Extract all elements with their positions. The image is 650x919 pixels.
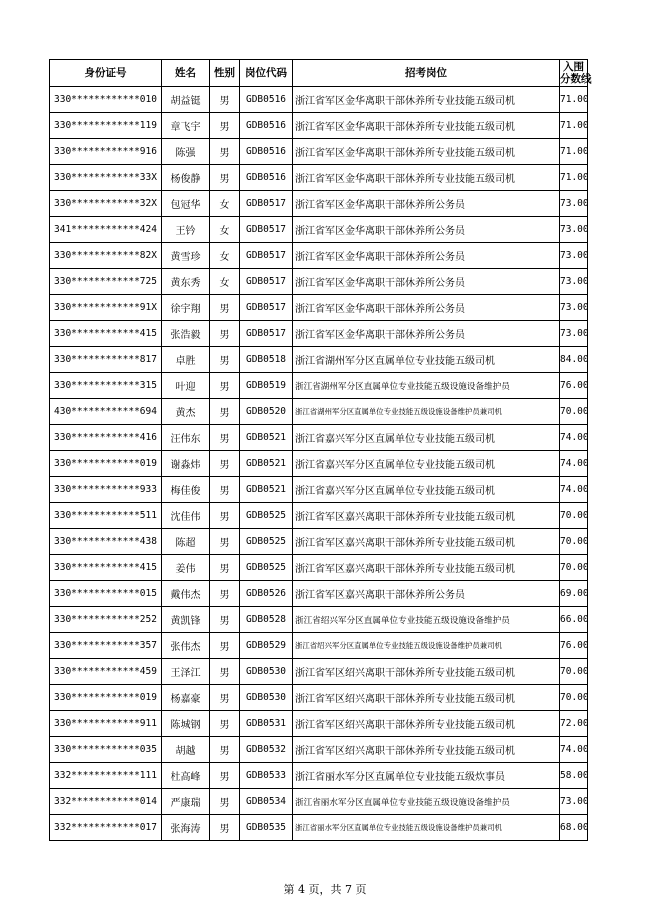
cell-position: 浙江省军区金华离职干部休养所专业技能五级司机: [293, 139, 560, 165]
header-position: 招考岗位: [293, 60, 560, 87]
cell-id: 430************694: [50, 399, 162, 425]
cell-name: 章飞宇: [162, 113, 210, 139]
cell-sex: 男: [210, 529, 240, 555]
cell-position: 浙江省嘉兴军分区直属单位专业技能五级司机: [293, 451, 560, 477]
cell-name: 杨嘉豪: [162, 685, 210, 711]
cell-code: GDB0521: [240, 451, 293, 477]
table-row: [50, 529, 588, 555]
cell-position: 浙江省军区金华离职干部休养所专业技能五级司机: [293, 165, 560, 191]
cell-position: 浙江省军区绍兴离职干部休养所专业技能五级司机: [293, 711, 560, 737]
cell-position: 浙江省湖州军分区直属单位专业技能五级设施设备维护员兼司机: [293, 399, 560, 425]
table-row: [50, 113, 588, 139]
cell-score: 84.00: [560, 347, 588, 373]
cell-score: 73.00: [560, 789, 588, 815]
cell-sex: 男: [210, 295, 240, 321]
table-row: [50, 737, 588, 763]
header-id: 身份证号: [50, 60, 162, 87]
cell-id: 330************438: [50, 529, 162, 555]
cell-id: 330************33X: [50, 165, 162, 191]
table-row: [50, 191, 588, 217]
cell-code: GDB0529: [240, 633, 293, 659]
cell-code: GDB0530: [240, 685, 293, 711]
cell-code: GDB0517: [240, 269, 293, 295]
table-row: [50, 581, 588, 607]
cell-score: 76.00: [560, 633, 588, 659]
cell-code: GDB0535: [240, 815, 293, 841]
cell-name: 陈超: [162, 529, 210, 555]
cell-score: 58.00: [560, 763, 588, 789]
table-row: [50, 685, 588, 711]
cell-position: 浙江省军区嘉兴离职干部休养所专业技能五级司机: [293, 555, 560, 581]
cell-score: 73.00: [560, 217, 588, 243]
cell-id: 330************82X: [50, 243, 162, 269]
cell-name: 杜高峰: [162, 763, 210, 789]
cell-id: 330************91X: [50, 295, 162, 321]
cell-position: 浙江省军区金华离职干部休养所公务员: [293, 191, 560, 217]
cell-score: 70.00: [560, 399, 588, 425]
cell-name: 梅佳俊: [162, 477, 210, 503]
cell-sex: 男: [210, 789, 240, 815]
table-row: [50, 815, 588, 841]
cell-sex: 男: [210, 451, 240, 477]
header-code: 岗位代码: [240, 60, 293, 87]
cell-id: 332************111: [50, 763, 162, 789]
cell-id: 330************019: [50, 685, 162, 711]
cell-sex: 男: [210, 321, 240, 347]
cell-position: 浙江省军区金华离职干部休养所公务员: [293, 243, 560, 269]
cell-name: 黄雪珍: [162, 243, 210, 269]
cell-position: 浙江省湖州军分区直属单位专业技能五级司机: [293, 347, 560, 373]
cell-name: 黄凯锋: [162, 607, 210, 633]
cell-name: 张海涛: [162, 815, 210, 841]
cell-score: 71.00: [560, 113, 588, 139]
cell-position: 浙江省军区金华离职干部休养所公务员: [293, 321, 560, 347]
cell-code: GDB0517: [240, 191, 293, 217]
cell-sex: 男: [210, 607, 240, 633]
cell-position: 浙江省军区金华离职干部休养所公务员: [293, 295, 560, 321]
cell-id: 330************916: [50, 139, 162, 165]
cell-name: 杨俊静: [162, 165, 210, 191]
cell-name: 沈佳伟: [162, 503, 210, 529]
cell-name: 姜伟: [162, 555, 210, 581]
cell-id: 330************119: [50, 113, 162, 139]
cell-id: 330************415: [50, 321, 162, 347]
cell-id: 330************911: [50, 711, 162, 737]
cell-score: 76.00: [560, 373, 588, 399]
cell-sex: 男: [210, 659, 240, 685]
cell-position: 浙江省丽水军分区直属单位专业技能五级设施设备维护员: [293, 789, 560, 815]
cell-code: GDB0528: [240, 607, 293, 633]
candidate-table: [49, 59, 592, 841]
header-sex: 性别: [210, 60, 240, 87]
table-row: [50, 789, 588, 815]
cell-name: 胡益铤: [162, 87, 210, 113]
cell-name: 王泽江: [162, 659, 210, 685]
cell-score: 73.00: [560, 321, 588, 347]
cell-sex: 男: [210, 347, 240, 373]
header-row: [50, 60, 588, 87]
cell-code: GDB0519: [240, 373, 293, 399]
table-row: [50, 633, 588, 659]
cell-score: 71.00: [560, 139, 588, 165]
cell-score: 74.00: [560, 451, 588, 477]
cell-score: 73.00: [560, 243, 588, 269]
cell-score: 71.00: [560, 87, 588, 113]
cell-score: 73.00: [560, 191, 588, 217]
cell-position: 浙江省军区绍兴离职干部休养所专业技能五级司机: [293, 685, 560, 711]
cell-sex: 男: [210, 685, 240, 711]
cell-code: GDB0517: [240, 217, 293, 243]
table-row: [50, 165, 588, 191]
cell-name: 陈强: [162, 139, 210, 165]
cell-score: 70.00: [560, 503, 588, 529]
cell-score: 74.00: [560, 737, 588, 763]
cell-id: 330************416: [50, 425, 162, 451]
table-row: [50, 243, 588, 269]
cell-code: GDB0516: [240, 87, 293, 113]
cell-score: 69.00: [560, 581, 588, 607]
table-row: [50, 347, 588, 373]
cell-name: 徐宇翔: [162, 295, 210, 321]
cell-id: 330************010: [50, 87, 162, 113]
cell-sex: 女: [210, 191, 240, 217]
cell-position: 浙江省军区绍兴离职干部休养所专业技能五级司机: [293, 659, 560, 685]
cell-score: 73.00: [560, 269, 588, 295]
cell-name: 黄杰: [162, 399, 210, 425]
cell-id: 341************424: [50, 217, 162, 243]
cell-position: 浙江省军区嘉兴离职干部休养所专业技能五级司机: [293, 503, 560, 529]
cell-code: GDB0531: [240, 711, 293, 737]
cell-code: GDB0517: [240, 295, 293, 321]
cell-name: 黄东秀: [162, 269, 210, 295]
cell-id: 330************015: [50, 581, 162, 607]
table-row: [50, 555, 588, 581]
cell-score: 71.00: [560, 165, 588, 191]
table-row: [50, 269, 588, 295]
cell-name: 叶迎: [162, 373, 210, 399]
cell-score: 68.00: [560, 815, 588, 841]
cell-position: 浙江省军区金华离职干部休养所专业技能五级司机: [293, 113, 560, 139]
cell-sex: 男: [210, 139, 240, 165]
header-score-line1: 入围: [563, 61, 584, 73]
cell-score: 72.00: [560, 711, 588, 737]
cell-position: 浙江省军区金华离职干部休养所公务员: [293, 217, 560, 243]
cell-position: 浙江省军区绍兴离职干部休养所专业技能五级司机: [293, 737, 560, 763]
cell-id: 330************019: [50, 451, 162, 477]
cell-code: GDB0521: [240, 477, 293, 503]
cell-score: 70.00: [560, 659, 588, 685]
cell-position: 浙江省湖州军分区直属单位专业技能五级设施设备维护员: [293, 373, 560, 399]
cell-id: 330************32X: [50, 191, 162, 217]
cell-code: GDB0534: [240, 789, 293, 815]
page-footer: 第 4 页，共 7 页: [283, 883, 367, 896]
cell-score: 70.00: [560, 685, 588, 711]
cell-id: 330************415: [50, 555, 162, 581]
cell-id: 330************252: [50, 607, 162, 633]
cell-id: 330************459: [50, 659, 162, 685]
cell-code: GDB0525: [240, 555, 293, 581]
cell-code: GDB0517: [240, 321, 293, 347]
cell-name: 王钤: [162, 217, 210, 243]
table-row: [50, 607, 588, 633]
cell-score: 66.00: [560, 607, 588, 633]
cell-position: 浙江省军区金华离职干部休养所公务员: [293, 269, 560, 295]
cell-id: 330************817: [50, 347, 162, 373]
cell-position: 浙江省丽水军分区直属单位专业技能五级炊事员: [293, 763, 560, 789]
cell-sex: 男: [210, 815, 240, 841]
cell-name: 包冠华: [162, 191, 210, 217]
cell-code: GDB0525: [240, 503, 293, 529]
cell-position: 浙江省军区嘉兴离职干部休养所专业技能五级司机: [293, 529, 560, 555]
table-row: [50, 425, 588, 451]
cell-code: GDB0521: [240, 425, 293, 451]
table-row: [50, 217, 588, 243]
table-body: [50, 87, 588, 841]
header-score: [560, 60, 592, 87]
cell-code: GDB0516: [240, 139, 293, 165]
cell-position: 浙江省嘉兴军分区直属单位专业技能五级司机: [293, 477, 560, 503]
cell-sex: 男: [210, 763, 240, 789]
cell-score: 74.00: [560, 477, 588, 503]
cell-code: GDB0518: [240, 347, 293, 373]
cell-code: GDB0526: [240, 581, 293, 607]
cell-id: 330************725: [50, 269, 162, 295]
cell-sex: 女: [210, 269, 240, 295]
cell-name: 张浩毅: [162, 321, 210, 347]
table-row: [50, 451, 588, 477]
header-score-line2: 分数线: [560, 73, 592, 85]
cell-name: 谢淼炜: [162, 451, 210, 477]
table-row: [50, 87, 588, 113]
table-row: [50, 399, 588, 425]
cell-sex: 男: [210, 373, 240, 399]
cell-sex: 男: [210, 503, 240, 529]
table-row: [50, 373, 588, 399]
cell-name: 戴伟杰: [162, 581, 210, 607]
cell-name: 汪伟东: [162, 425, 210, 451]
cell-sex: 男: [210, 633, 240, 659]
cell-code: GDB0525: [240, 529, 293, 555]
cell-name: 胡越: [162, 737, 210, 763]
cell-score: 70.00: [560, 555, 588, 581]
cell-sex: 男: [210, 113, 240, 139]
cell-position: 浙江省绍兴军分区直属单位专业技能五级设施设备维护员: [293, 607, 560, 633]
cell-code: GDB0530: [240, 659, 293, 685]
cell-code: GDB0520: [240, 399, 293, 425]
cell-code: GDB0516: [240, 113, 293, 139]
table-row: [50, 295, 588, 321]
cell-id: 332************014: [50, 789, 162, 815]
table-row: [50, 321, 588, 347]
cell-score: 70.00: [560, 529, 588, 555]
cell-position: 浙江省军区金华离职干部休养所专业技能五级司机: [293, 87, 560, 113]
cell-position: 浙江省嘉兴军分区直属单位专业技能五级司机: [293, 425, 560, 451]
table-row: [50, 139, 588, 165]
cell-score: 74.00: [560, 425, 588, 451]
cell-code: GDB0533: [240, 763, 293, 789]
cell-id: 330************933: [50, 477, 162, 503]
cell-code: GDB0532: [240, 737, 293, 763]
table-header: [50, 60, 592, 87]
cell-sex: 男: [210, 711, 240, 737]
header-name: 姓名: [162, 60, 210, 87]
cell-code: GDB0516: [240, 165, 293, 191]
table-row: [50, 477, 588, 503]
cell-name: 卓胜: [162, 347, 210, 373]
cell-sex: 男: [210, 581, 240, 607]
cell-code: GDB0517: [240, 243, 293, 269]
cell-sex: 男: [210, 399, 240, 425]
cell-sex: 男: [210, 87, 240, 113]
cell-sex: 男: [210, 425, 240, 451]
cell-id: 330************315: [50, 373, 162, 399]
cell-id: 332************017: [50, 815, 162, 841]
cell-id: 330************035: [50, 737, 162, 763]
cell-position: 浙江省丽水军分区直属单位专业技能五级设施设备维护员兼司机: [293, 815, 560, 841]
table-row: [50, 763, 588, 789]
cell-sex: 女: [210, 243, 240, 269]
cell-position: 浙江省军区嘉兴离职干部休养所公务员: [293, 581, 560, 607]
cell-id: 330************357: [50, 633, 162, 659]
cell-sex: 女: [210, 217, 240, 243]
cell-name: 张伟杰: [162, 633, 210, 659]
table-row: [50, 503, 588, 529]
cell-position: 浙江省绍兴军分区直属单位专业技能五级设施设备维护员兼司机: [293, 633, 560, 659]
table-row: [50, 659, 588, 685]
cell-score: 73.00: [560, 295, 588, 321]
cell-sex: 男: [210, 165, 240, 191]
cell-sex: 男: [210, 737, 240, 763]
cell-id: 330************511: [50, 503, 162, 529]
table-row: [50, 711, 588, 737]
cell-name: 陈城钢: [162, 711, 210, 737]
cell-sex: 男: [210, 477, 240, 503]
cell-sex: 男: [210, 555, 240, 581]
cell-name: 严康瑞: [162, 789, 210, 815]
